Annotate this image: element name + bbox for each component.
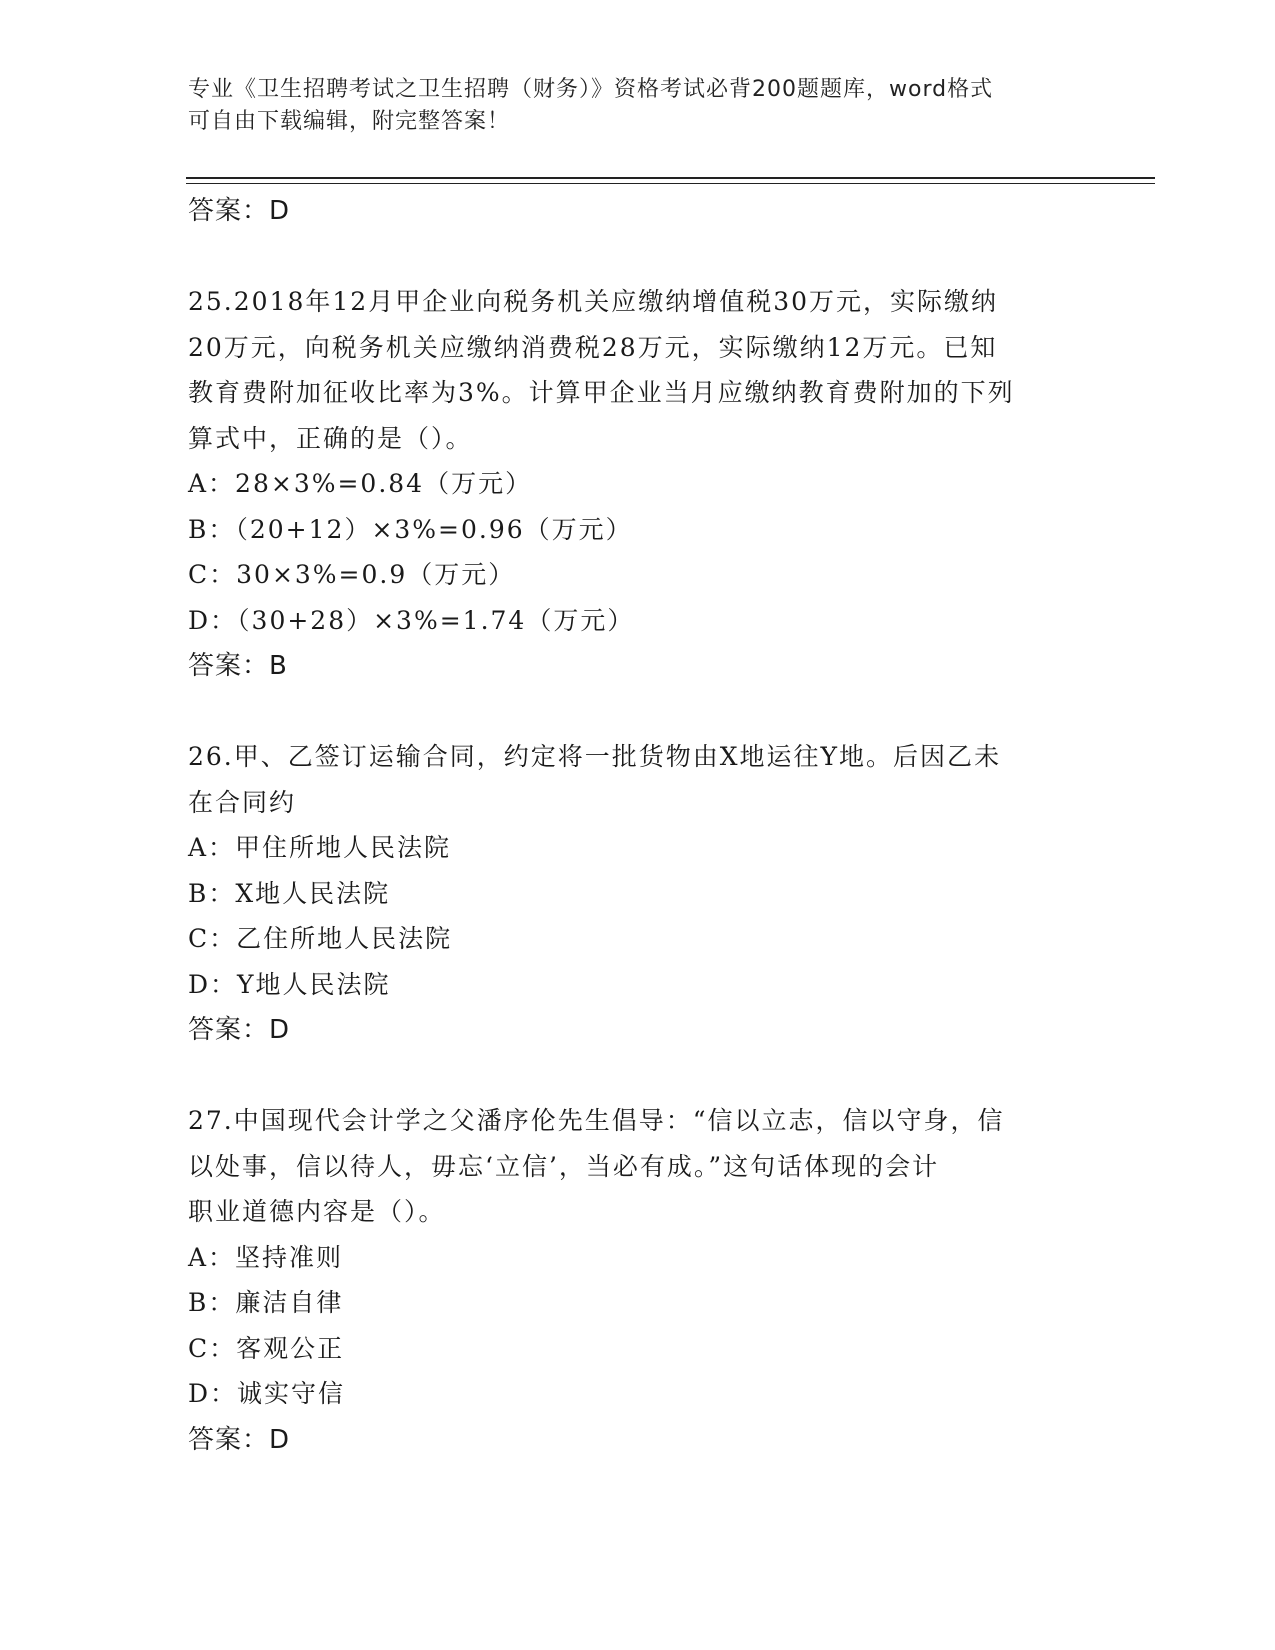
question-26-answer: [188, 1007, 1088, 1053]
option-d: D：诚实守信: [188, 1379, 346, 1408]
option-d: D：Y地人民法院: [188, 969, 391, 999]
option-a: A：坚持准则: [188, 1242, 344, 1272]
question-27-answer: [188, 1417, 1088, 1463]
option-c: C：30×3%=0.9（万元）: [188, 560, 516, 589]
question-block-25: [188, 279, 1088, 689]
spacer: [188, 234, 1088, 279]
spacer: [188, 689, 1088, 734]
header-divider-thin: [186, 183, 1155, 184]
question-block-26: [188, 734, 1088, 1053]
question-line: 算式中，正确的是（）。: [188, 423, 473, 453]
answer-value: D: [269, 196, 291, 226]
question-27-text: [188, 1098, 1088, 1235]
option-a: A：甲住所地人民法院: [188, 833, 452, 862]
answer-prefix: 答案：: [188, 651, 270, 681]
option-c: C：乙住所地人民法院: [188, 924, 453, 953]
header-line-1: 专业《卫生招聘考试之卫生招聘（财务）》资格考试必背200题题库，word格式: [188, 77, 994, 102]
question-25-answer: [188, 643, 1088, 689]
answer-value: D: [269, 1424, 291, 1455]
question-line: 26.甲、乙签订运输合同，约定将一批货物由X地运往Y地。后因乙未: [188, 742, 1002, 771]
option-b: B：X地人民法院: [188, 878, 391, 908]
question-block-27: [188, 1098, 1088, 1463]
question-line: 25.2018年12月甲企业向税务机关应缴纳增值税30万元，实际缴纳: [188, 287, 999, 316]
questions-content: [188, 188, 1088, 1463]
answer-prefix: 答案：: [188, 1424, 270, 1455]
question-line: 在合同约: [188, 787, 297, 817]
question-line: 以处事，信以待人，毋忘‘立信’，当必有成。”这句话体现的会计: [188, 1151, 940, 1181]
option-b: B：（20+12）×3%=0.96（万元）: [188, 514, 633, 544]
header-divider-thick: [186, 177, 1155, 179]
answer-prefix: 答案：: [188, 1015, 270, 1045]
page-header: [188, 74, 1068, 138]
answer-value: D: [269, 1015, 291, 1045]
option-c: C：客观公正: [188, 1333, 345, 1363]
option-d: D：（30+28）×3%=1.74（万元）: [188, 605, 635, 635]
option-a: A：28×3%=0.84（万元）: [188, 469, 533, 498]
question-line: 27.中国现代会计学之父潘序伦先生倡导：“信以立志，信以守身，信: [188, 1106, 1005, 1135]
header-line-2: 可自由下载编辑，附完整答案！: [188, 109, 511, 134]
question-line: 职业道德内容是（）。: [188, 1197, 446, 1226]
question-line: 20万元，向税务机关应缴纳消费税28万元，实际缴纳12万元。已知: [188, 332, 998, 362]
option-b: B：廉洁自律: [188, 1288, 344, 1317]
question-26-text: [188, 734, 1088, 825]
question-25-text: [188, 279, 1088, 461]
previous-answer: [188, 188, 1088, 234]
question-line: 教育费附加征收比率为3%。计算甲企业当月应缴纳教育费附加的下列: [188, 378, 1015, 407]
answer-prefix: 答案：: [188, 196, 270, 226]
answer-value: B: [269, 651, 288, 681]
spacer: [188, 1053, 1088, 1098]
